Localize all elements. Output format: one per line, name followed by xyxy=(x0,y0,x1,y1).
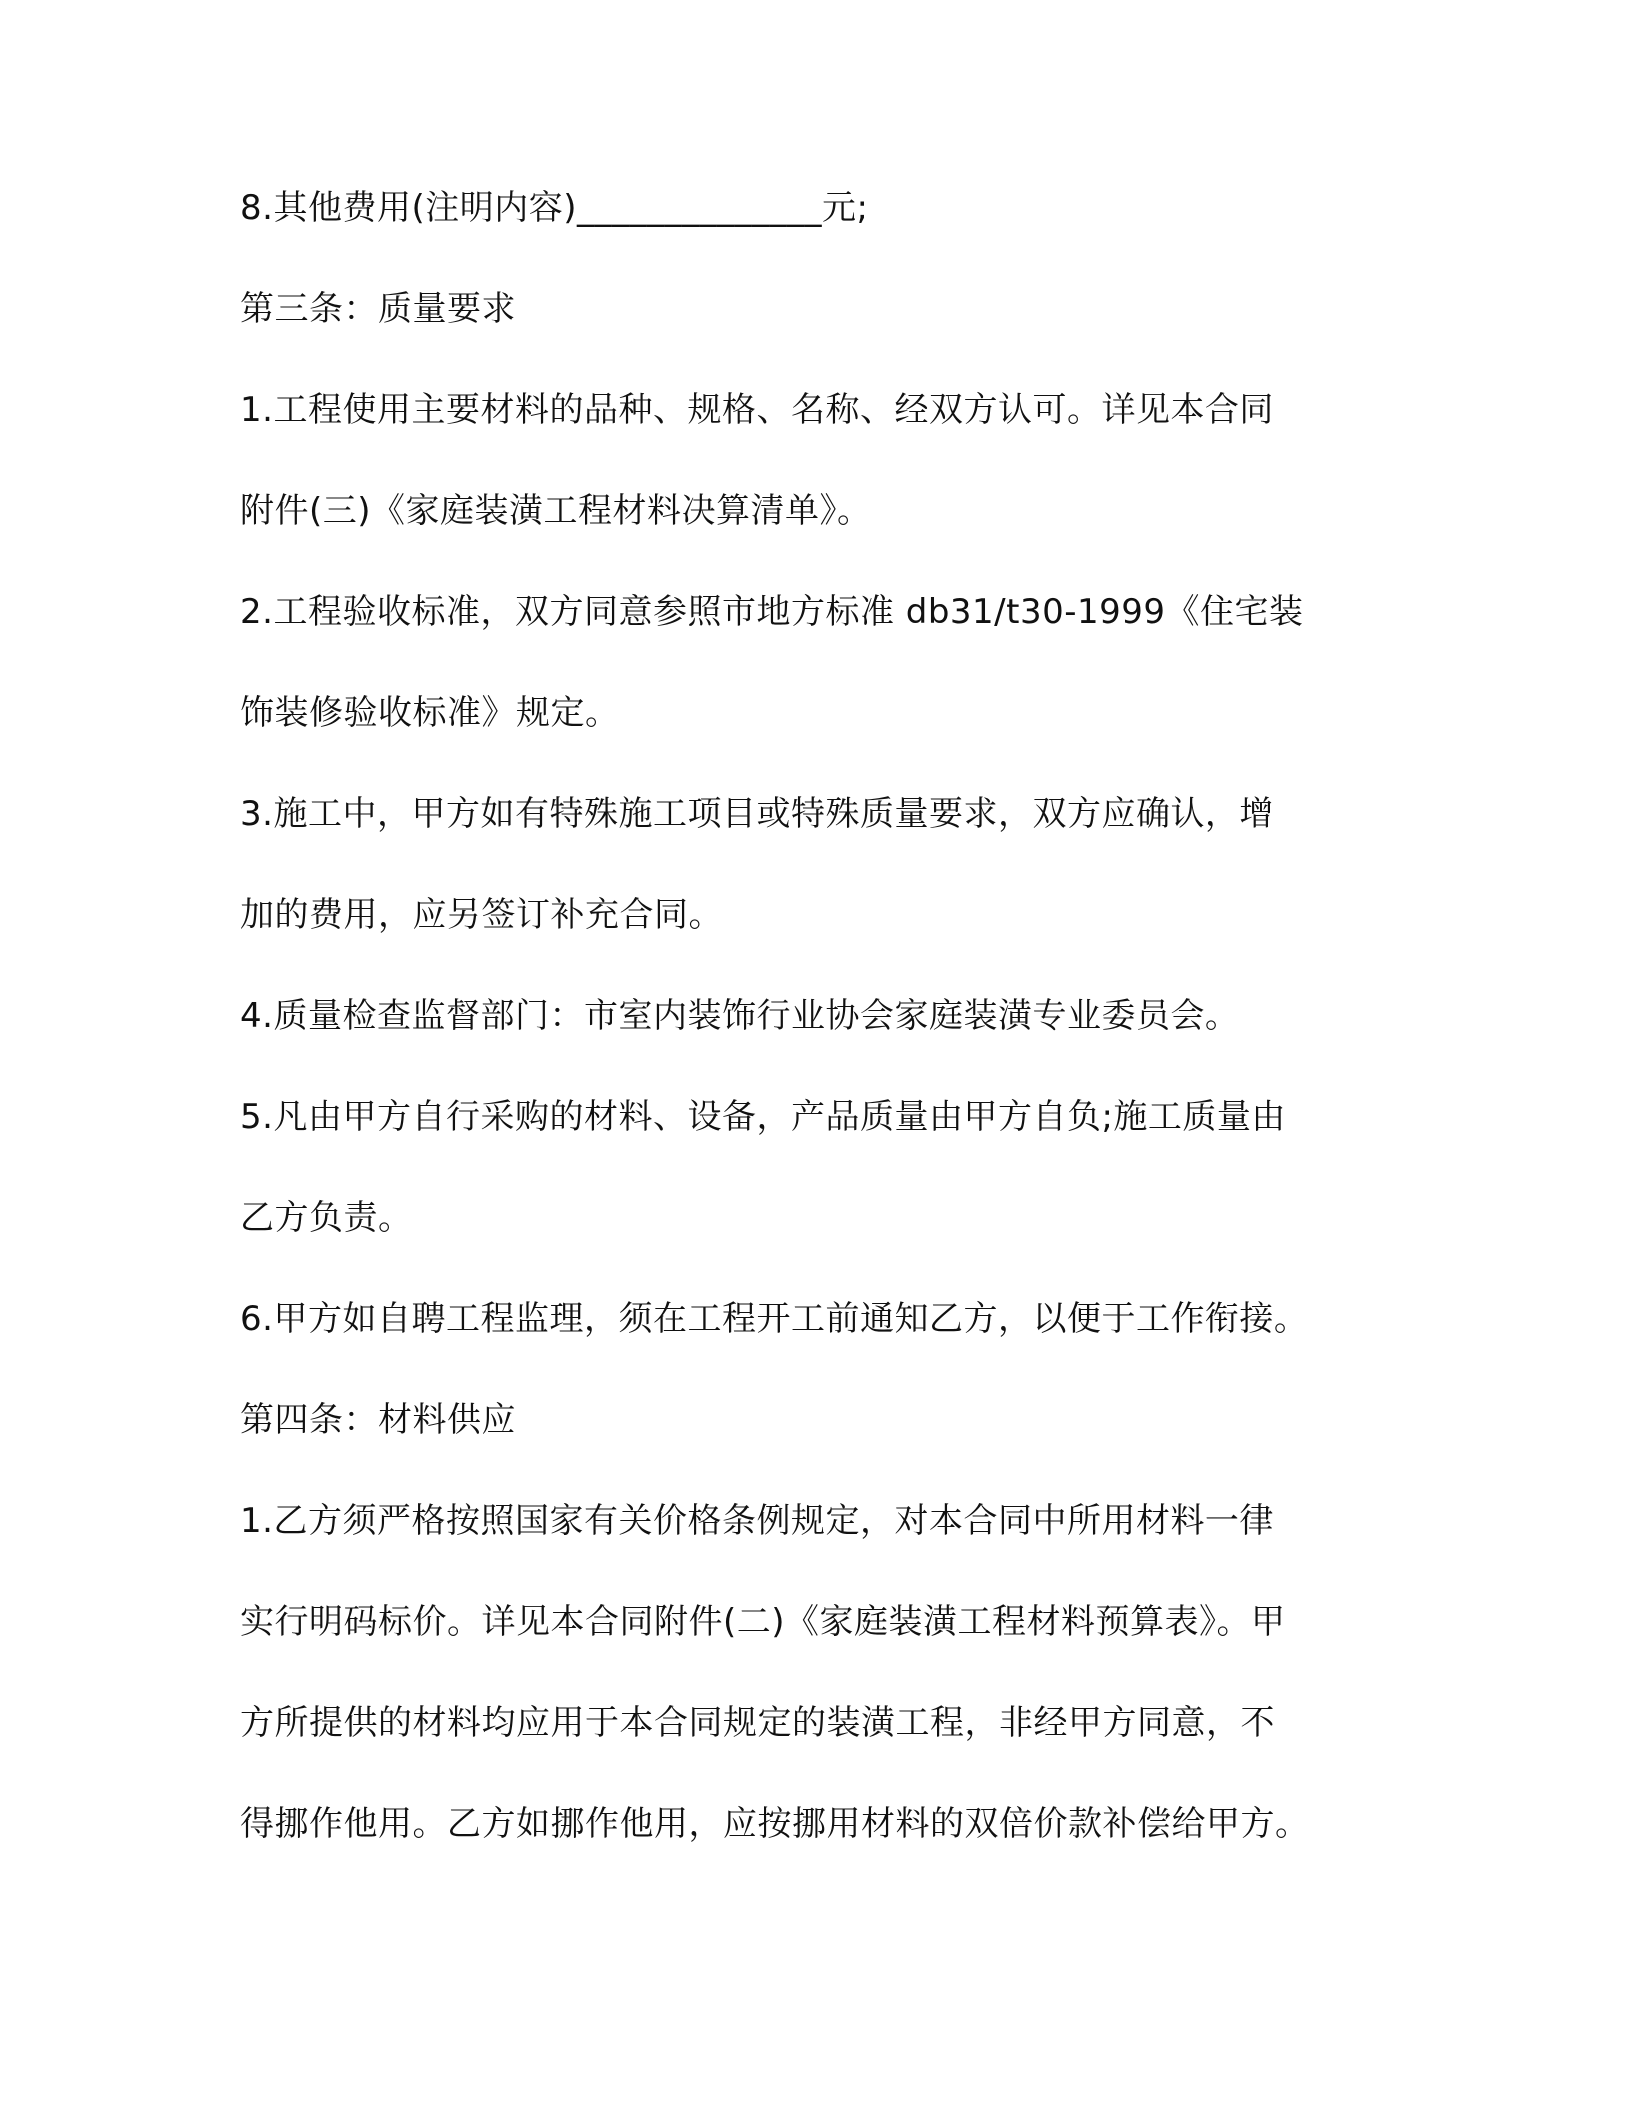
section-heading-materials: 第四条：材料供应 xyxy=(240,1400,516,1440)
text-line: 饰装修验收标准》规定。 xyxy=(240,693,620,733)
text-line: 3.施工中，甲方如有特殊施工项目或特殊质量要求，双方应确认，增 xyxy=(240,794,1274,834)
text-line: 1.工程使用主要材料的品种、规格、名称、经双方认可。详见本合同 xyxy=(240,390,1274,430)
text-line: 加的费用，应另签订补充合同。 xyxy=(240,895,723,935)
text-line: 4.质量检查监督部门：市室内装饰行业协会家庭装潢专业委员会。 xyxy=(240,996,1240,1036)
text-line: 实行明码标价。详见本合同附件(二)《家庭装潢工程材料预算表》。甲 xyxy=(240,1602,1286,1642)
section-heading-quality: 第三条：质量要求 xyxy=(240,289,516,329)
text-line: 5.凡由甲方自行采购的材料、设备，产品质量由甲方自负;施工质量由 xyxy=(240,1097,1286,1137)
text-line: 1.乙方须严格按照国家有关价格条例规定，对本合同中所用材料一律 xyxy=(240,1501,1274,1541)
text-line: 2.工程验收标准，双方同意参照市地方标准 db31/t30-1999《住宅装 xyxy=(240,592,1304,632)
document-body xyxy=(240,178,1400,1895)
text-line-other-fees: 8.其他费用(注明内容)______________元; xyxy=(240,188,869,228)
text-line: 方所提供的材料均应用于本合同规定的装潢工程，非经甲方同意，不 xyxy=(240,1703,1275,1743)
text-line: 附件(三)《家庭装潢工程材料决算清单》。 xyxy=(240,491,872,531)
text-line: 6.甲方如自聘工程监理，须在工程开工前通知乙方，以便于工作衔接。 xyxy=(240,1299,1309,1339)
text-line: 得挪作他用。乙方如挪作他用，应按挪用材料的双倍价款补偿给甲方。 xyxy=(240,1804,1310,1844)
text-line: 乙方负责。 xyxy=(240,1198,413,1238)
